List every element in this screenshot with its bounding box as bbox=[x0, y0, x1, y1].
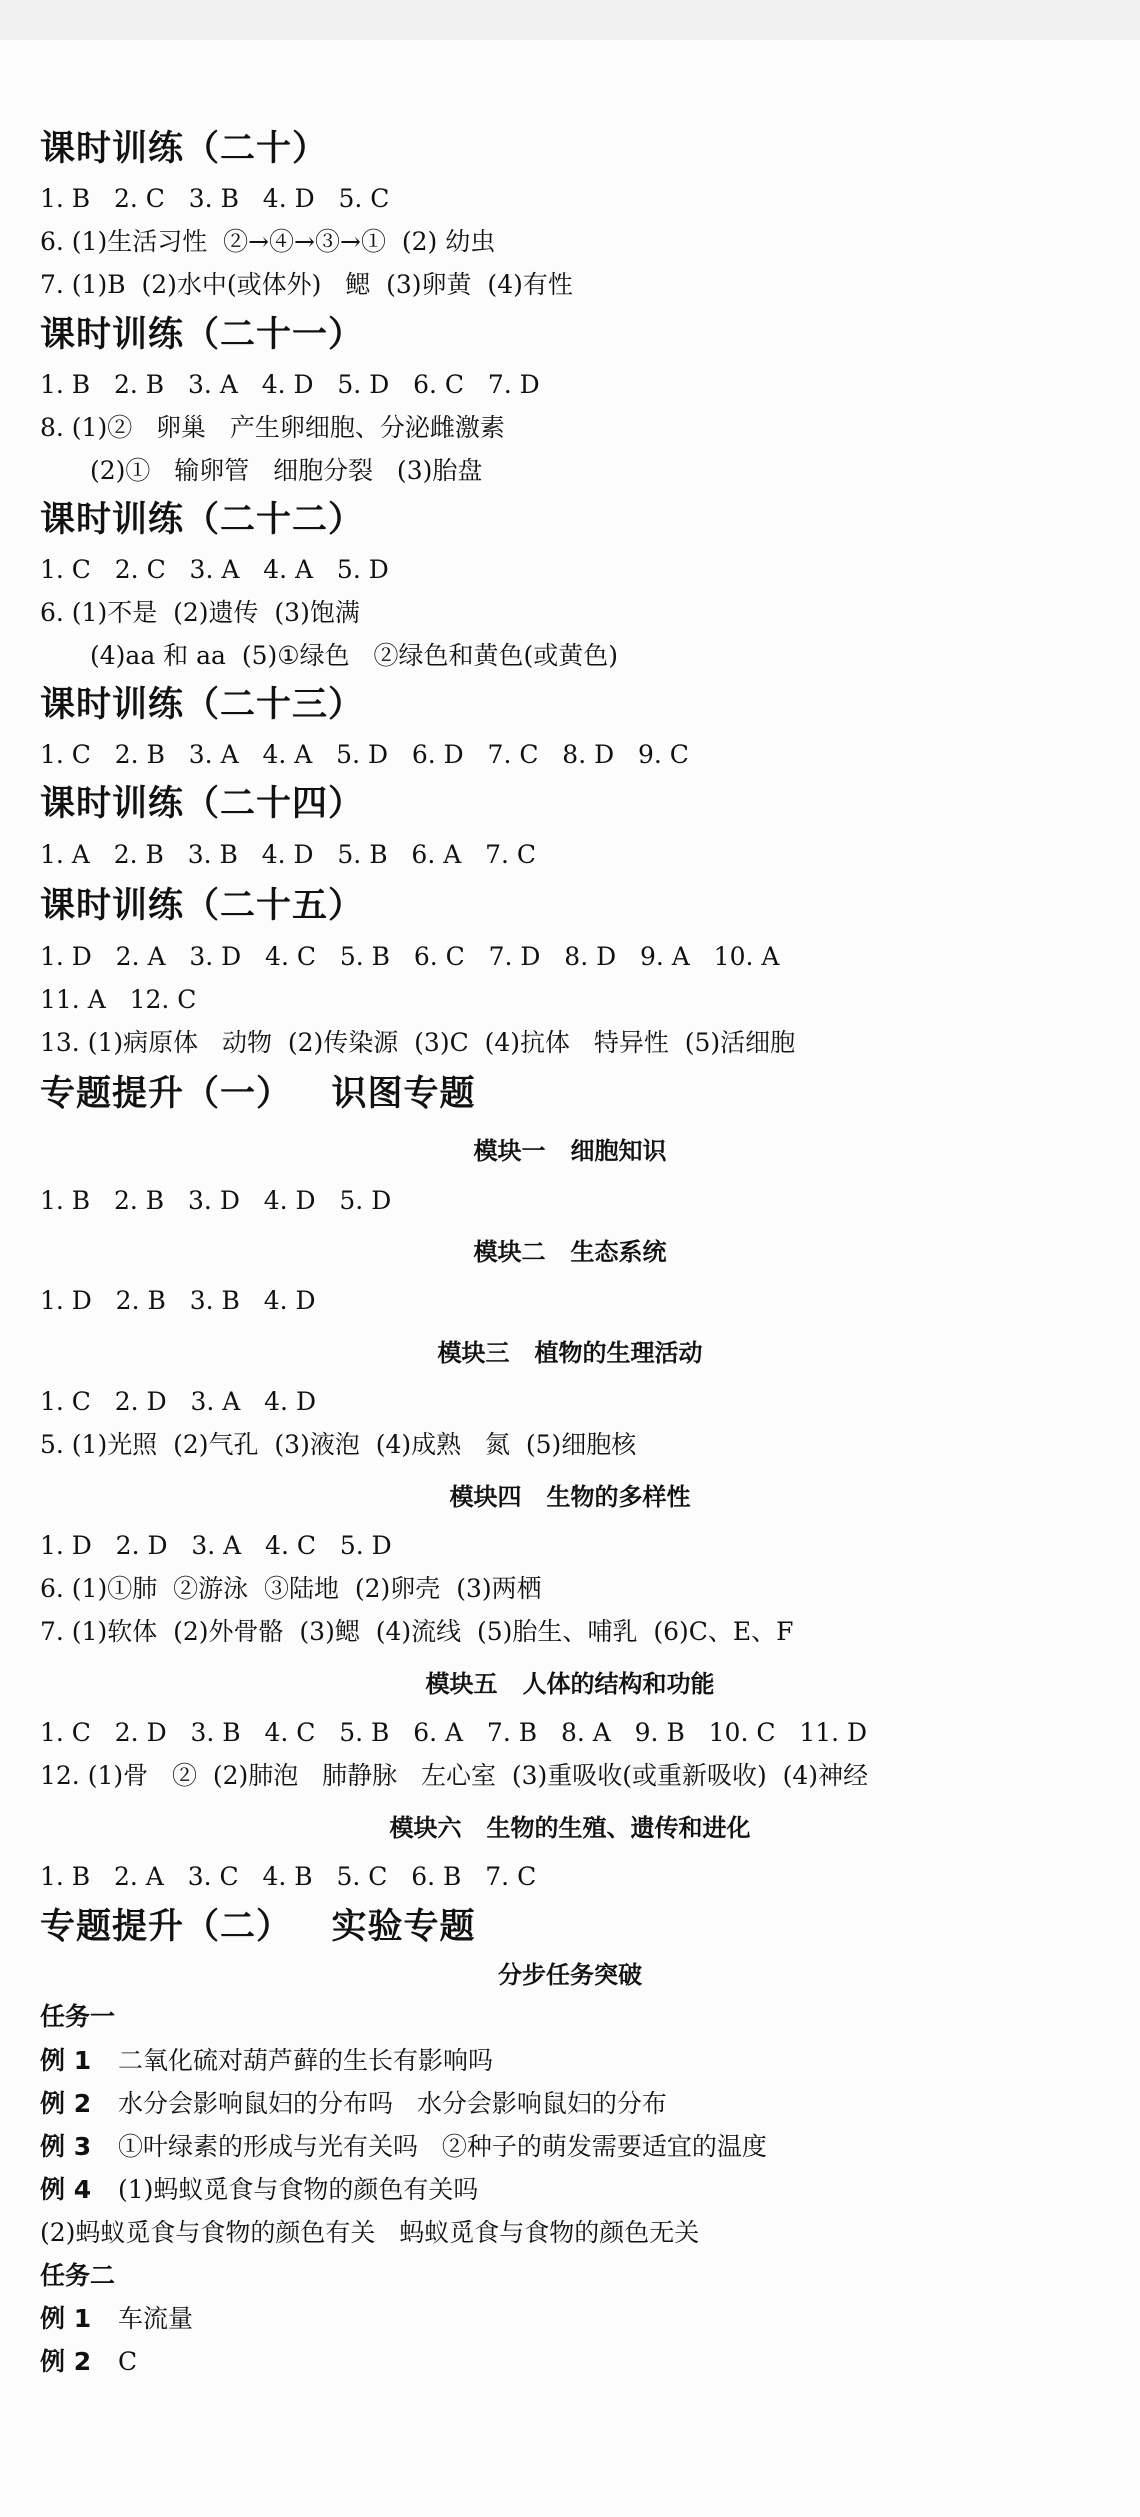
topic-title-1: 专题提升（一） 识图专题 bbox=[40, 1074, 476, 1114]
answer-line: 1. D 2. A 3. D 4. C 5. B 6. C 7. D 8. D 9. A 10. A bbox=[40, 942, 780, 971]
module-title: 模块二 生态系统 bbox=[473, 1238, 667, 1266]
example-label: 例 4 bbox=[40, 2175, 92, 2204]
task-label: 任务二 bbox=[40, 2261, 116, 2290]
answer-line: 1. D 2. B 3. B 4. D bbox=[40, 1286, 316, 1315]
answer-line: 7. (1)B (2)水中(或体外) 鳃 (3)卵黄 (4)有性 bbox=[40, 270, 573, 299]
example-answer: C bbox=[118, 2347, 138, 2376]
example-answer: 二氧化硫对葫芦藓的生长有影响吗 bbox=[118, 2046, 494, 2075]
answer-line: 13. (1)病原体 动物 (2)传染源 (3)C (4)抗体 特异性 (5)活细胞 bbox=[40, 1028, 796, 1057]
answer-line: 1. A 2. B 3. B 4. D 5. B 6. A 7. C bbox=[40, 840, 537, 869]
answer-line: 1. B 2. B 3. A 4. D 5. D 6. C 7. D bbox=[40, 370, 540, 399]
example-answer: (2)蚂蚁觅食与食物的颜色有关 蚂蚁觅食与食物的颜色无关 bbox=[40, 2218, 700, 2247]
module-title: 模块一 细胞知识 bbox=[473, 1137, 667, 1165]
module-title: 模块五 人体的结构和功能 bbox=[425, 1670, 715, 1698]
module-title: 模块六 生物的生殖、遗传和进化 bbox=[389, 1814, 751, 1842]
example-answer: 车流量 bbox=[118, 2304, 194, 2333]
module-title: 模块三 植物的生理活动 bbox=[437, 1339, 703, 1367]
section-title-24: 课时训练（二十四） bbox=[40, 784, 365, 824]
example-answer: (1)蚂蚁觅食与食物的颜色有关吗 bbox=[118, 2175, 479, 2204]
example-label: 例 1 bbox=[40, 2304, 92, 2333]
section-title-21: 课时训练（二十一） bbox=[40, 315, 365, 355]
answer-line: 12. (1)骨 ② (2)肺泡 肺静脉 左心室 (3)重吸收(或重新吸收) (4)神经 bbox=[40, 1761, 869, 1790]
answer-line: 1. C 2. B 3. A 4. A 5. D 6. D 7. C 8. D 9. C bbox=[40, 740, 689, 769]
section-title-20: 课时训练（二十） bbox=[40, 129, 329, 169]
topic-title-2: 专题提升（二） 实验专题 bbox=[40, 1907, 476, 1947]
answer-line: 1. B 2. C 3. B 4. D 5. C bbox=[40, 184, 390, 213]
answer-line: 6. (1)①肺 ②游泳 ③陆地 (2)卵壳 (3)两栖 bbox=[40, 1574, 542, 1603]
example-answer: 水分会影响鼠妇的分布吗 水分会影响鼠妇的分布 bbox=[118, 2089, 667, 2118]
top-margin bbox=[0, 0, 1140, 40]
answer-line: 8. (1)② 卵巢 产生卵细胞、分泌雌激素 bbox=[40, 413, 505, 442]
example-answer: ①叶绿素的形成与光有关吗 ②种子的萌发需要适宜的温度 bbox=[118, 2132, 767, 2161]
answer-line: 1. B 2. A 3. C 4. B 5. C 6. B 7. C bbox=[40, 1862, 537, 1891]
example-label: 例 3 bbox=[40, 2132, 92, 2161]
answer-line: 7. (1)软体 (2)外骨骼 (3)鳃 (4)流线 (5)胎生、哺乳 (6)C、E、F bbox=[40, 1617, 794, 1646]
answer-line: 1. B 2. B 3. D 4. D 5. D bbox=[40, 1186, 392, 1215]
task-label: 任务一 bbox=[40, 2002, 116, 2031]
answer-line: 6. (1)生活习性 ②→④→③→① (2) 幼虫 bbox=[40, 227, 496, 256]
answer-line: 1. C 2. D 3. B 4. C 5. B 6. A 7. B 8. A 9. B 10. C 11. D bbox=[40, 1718, 868, 1747]
section-title-22: 课时训练（二十二） bbox=[40, 500, 365, 540]
answer-line: 1. D 2. D 3. A 4. C 5. D bbox=[40, 1531, 392, 1560]
module-title: 模块四 生物的多样性 bbox=[449, 1483, 691, 1511]
section-title-25: 课时训练（二十五） bbox=[40, 886, 365, 926]
example-label: 例 1 bbox=[40, 2046, 92, 2075]
answer-line: 6. (1)不是 (2)遗传 (3)饱满 bbox=[40, 598, 360, 627]
example-label: 例 2 bbox=[40, 2089, 92, 2118]
answer-line: (2)① 输卵管 细胞分裂 (3)胎盘 bbox=[90, 456, 483, 485]
answer-line: (4)aa 和 aa (5)①绿色 ②绿色和黄色(或黄色) bbox=[90, 641, 618, 670]
answer-line: 1. C 2. D 3. A 4. D bbox=[40, 1387, 316, 1416]
section-title-23: 课时训练（二十三） bbox=[40, 685, 365, 725]
answer-line: 1. C 2. C 3. A 4. A 5. D bbox=[40, 555, 389, 584]
answer-line: 11. A 12. C bbox=[40, 985, 197, 1014]
answer-line: 5. (1)光照 (2)气孔 (3)液泡 (4)成熟 氮 (5)细胞核 bbox=[40, 1430, 637, 1459]
subsection-title: 分步任务突破 bbox=[498, 1961, 642, 1989]
example-label: 例 2 bbox=[40, 2347, 92, 2376]
